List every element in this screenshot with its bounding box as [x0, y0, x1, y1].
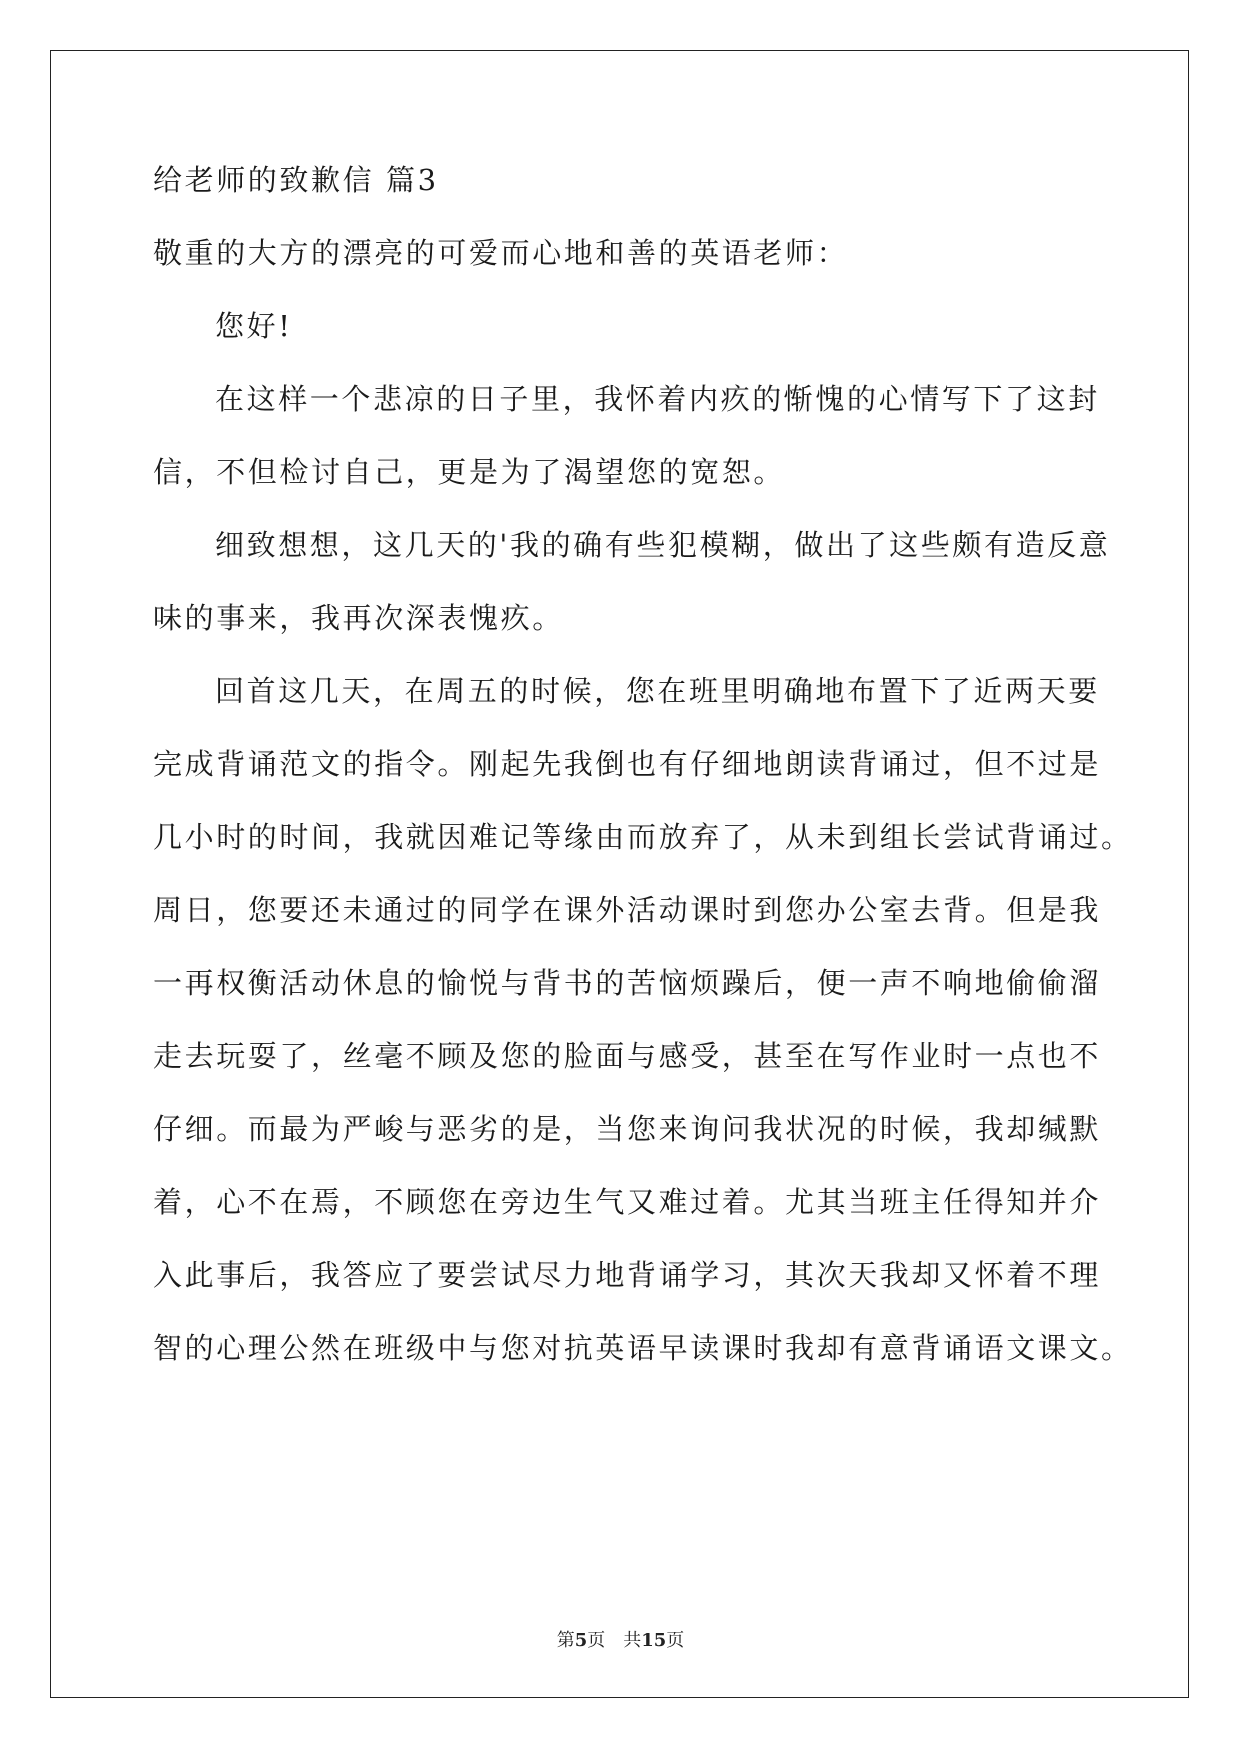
- page-footer: [0, 1626, 1241, 1652]
- total-prefix: 共: [623, 1630, 642, 1651]
- text-line: 走去玩耍了，丝毫不顾及您的脸面与感受，甚至在写作业时一点也不: [153, 1039, 1102, 1073]
- text-line: 周日，您要还未通过的同学在课外活动课时到您办公室去背。但是我: [153, 893, 1102, 927]
- text-line: 完成背诵范文的指令。刚起先我倒也有仔细地朗读背诵过，但不过是: [153, 747, 1102, 781]
- text-line: 几小时的时间，我就因难记等缘由而放弃了，从未到组长尝试背诵过。: [153, 820, 1133, 854]
- page-total: 15: [641, 1630, 667, 1651]
- text-line: 细致想想，这几天的'我的确有些犯模糊，做出了这些颇有造反意: [215, 528, 1111, 562]
- page-border: [50, 50, 1189, 1698]
- text-line: 智的心理公然在班级中与您对抗英语早读课时我却有意背诵语文课文。: [153, 1331, 1133, 1365]
- greeting: 您好!: [215, 309, 293, 343]
- text-line: 入此事后，我答应了要尝试尽力地背诵学习，其次天我却又怀着不理: [153, 1258, 1102, 1292]
- text-line: 回首这几天，在周五的时候，您在班里明确地布置下了近两天要: [215, 674, 1100, 708]
- total-suffix: 页: [666, 1630, 685, 1651]
- text-line: 味的事来，我再次深表愧疚。: [153, 601, 564, 635]
- text-line: 着，心不在焉，不顾您在旁边生气又难过着。尤其当班主任得知并介: [153, 1185, 1102, 1219]
- text-line: 仔细。而最为严峻与恶劣的是，当您来询问我状况的时候，我却缄默: [153, 1112, 1102, 1146]
- text-line: 信，不但检讨自己，更是为了渴望您的宽恕。: [153, 455, 786, 489]
- page-number: 5: [574, 1630, 588, 1651]
- page-prefix: 第: [556, 1630, 575, 1651]
- text-line: 在这样一个悲凉的日子里，我怀着内疚的惭愧的心情写下了这封: [215, 382, 1100, 416]
- page-suffix: 页: [587, 1630, 606, 1651]
- section-title: 给老师的致歉信 篇3: [153, 163, 439, 197]
- text-line: 一再权衡活动休息的愉悦与背书的苦恼烦躁后，便一声不响地偷偷溜: [153, 966, 1102, 1000]
- salutation: 敬重的大方的漂亮的可爱而心地和善的英语老师：: [153, 236, 849, 270]
